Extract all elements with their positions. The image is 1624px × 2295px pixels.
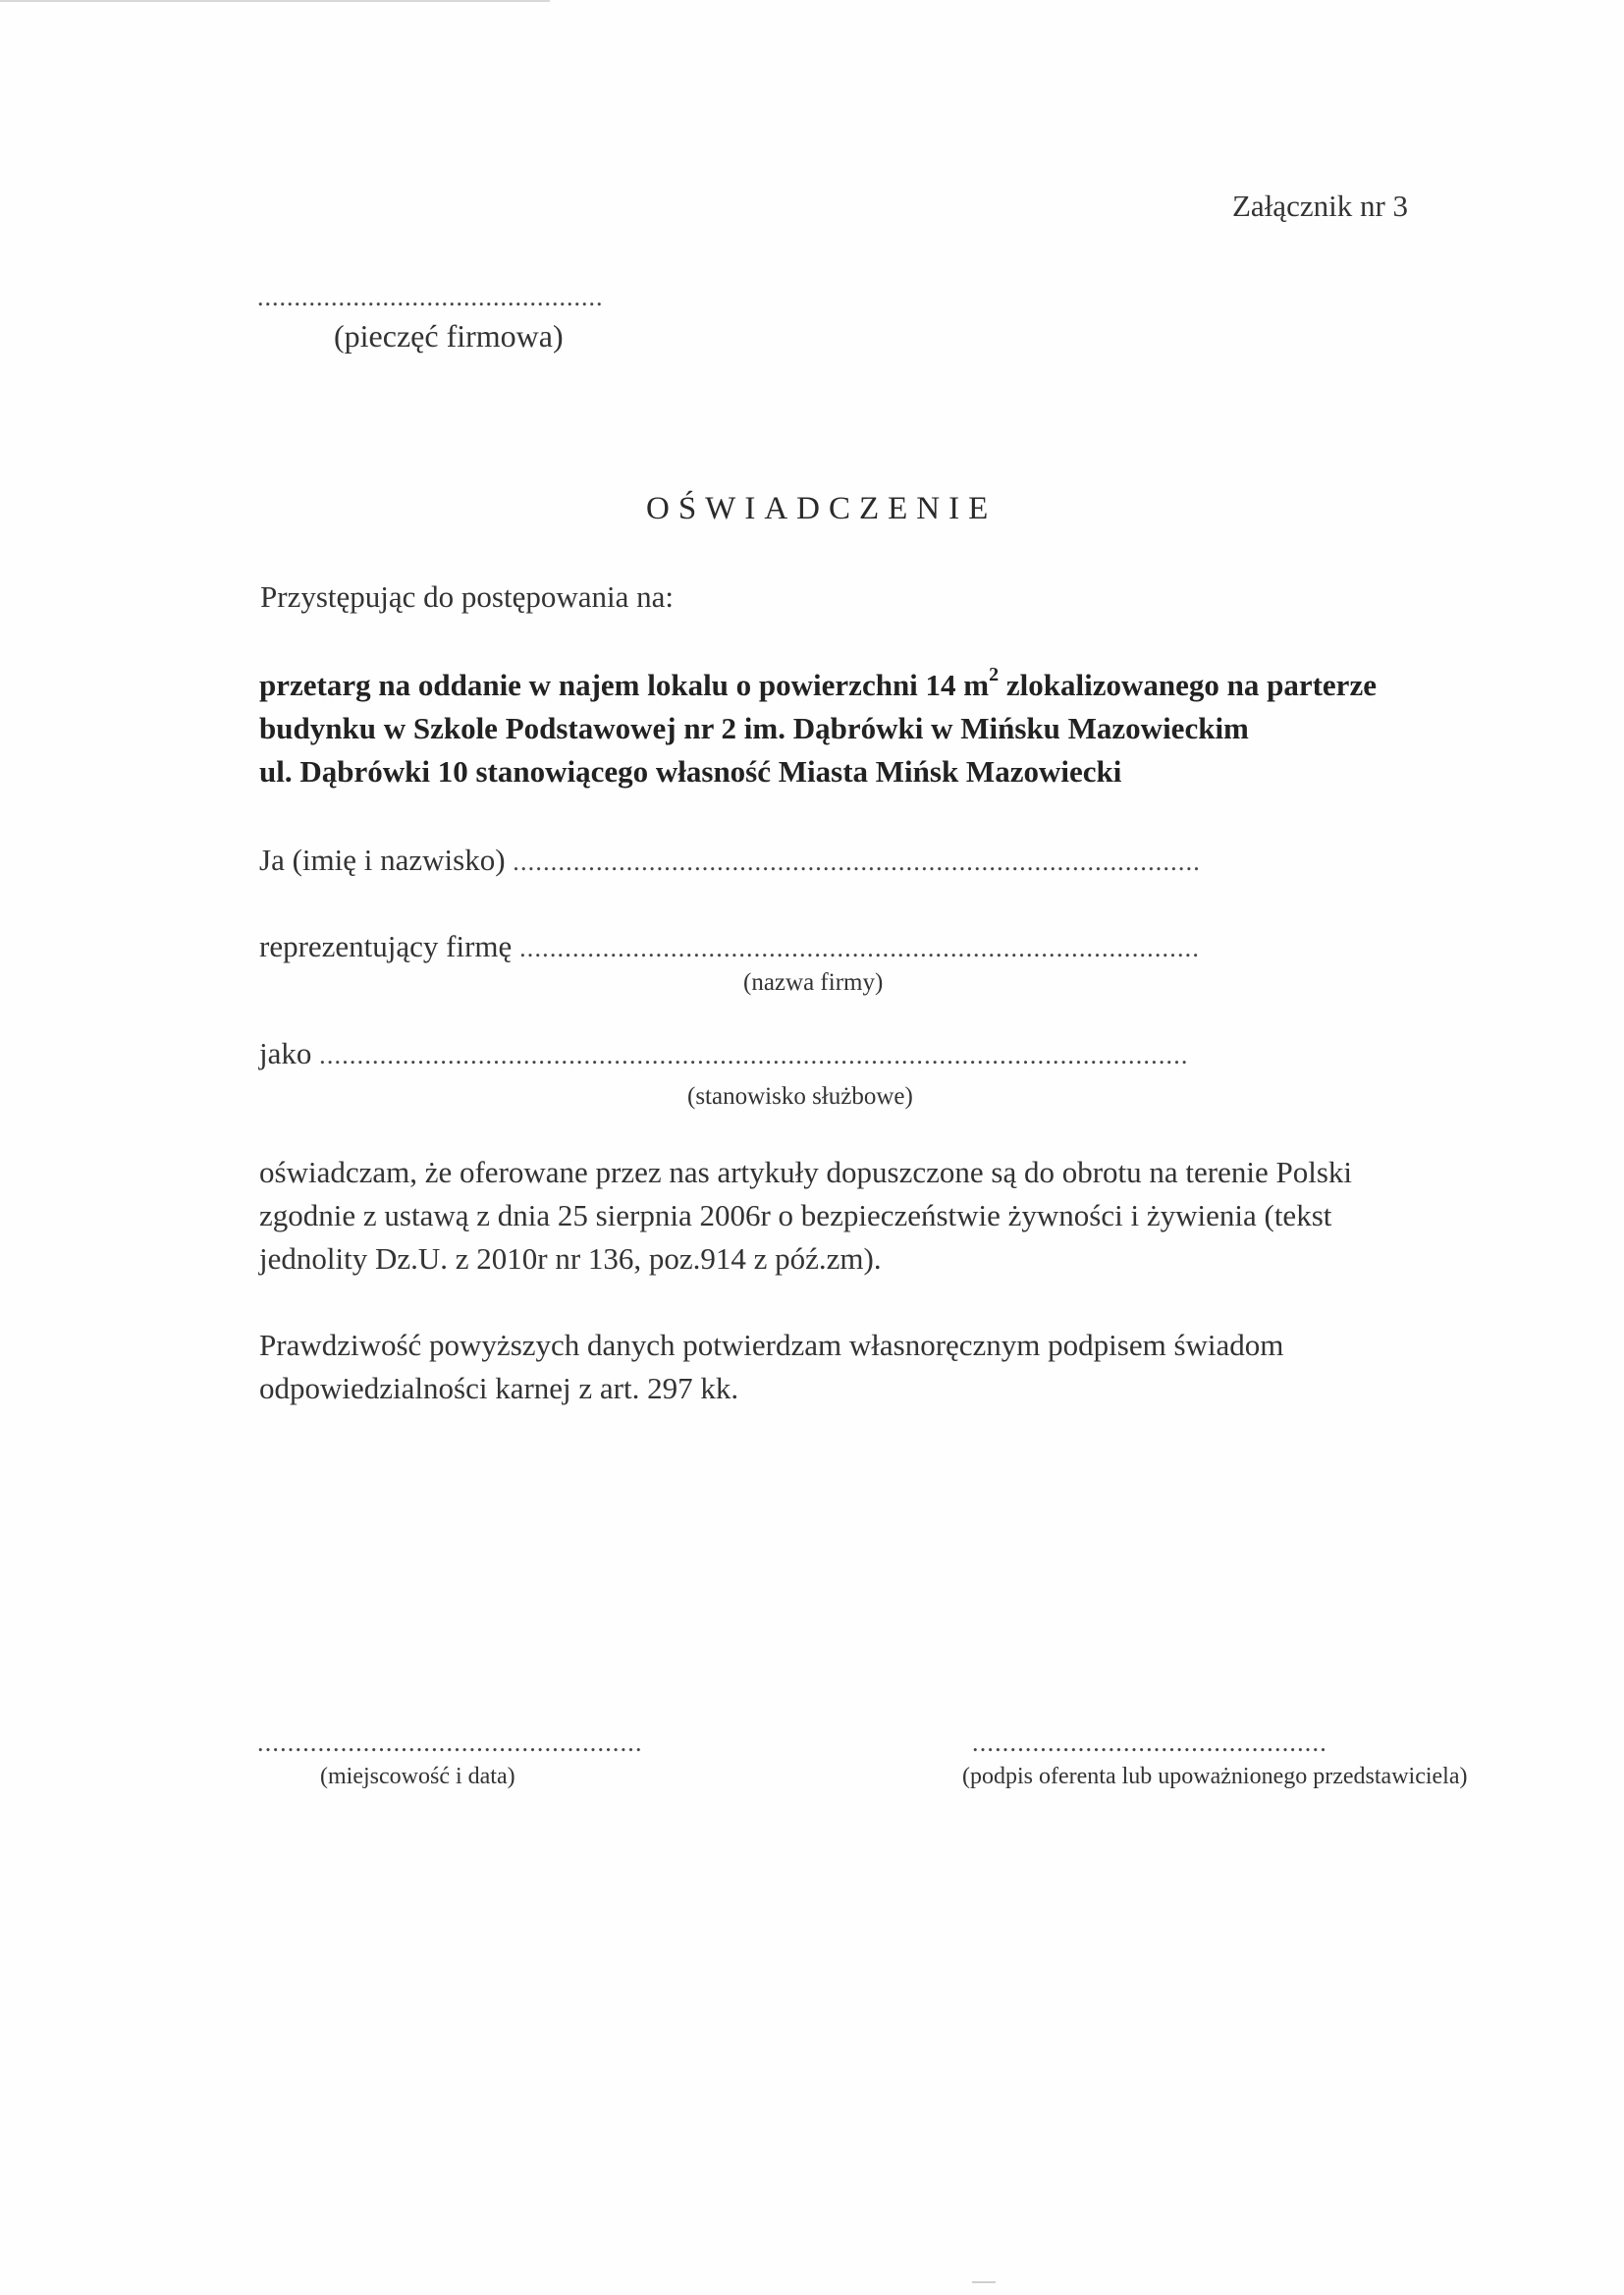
firm-field xyxy=(259,929,1200,964)
name-field-dots[interactable]: ........................................................................................... xyxy=(513,847,1201,876)
name-field-label: Ja (imię i nazwisko) xyxy=(259,843,514,877)
truthfulness-line-1: Prawdziwość powyższych danych potwierdzam własnoręcznym podpisem świadom xyxy=(259,1328,1284,1362)
signature-label: (podpis oferenta lub upoważnionego przedstawiciela) xyxy=(962,1764,1468,1789)
truthfulness-statement xyxy=(259,1324,1536,1410)
scan-artifact-mark xyxy=(972,2281,996,2283)
declaration-line-2: zgodnie z ustawą z dnia 25 sierpnia 2006r o bezpieczeństwie żywności i żywienia (tekst xyxy=(259,1198,1332,1232)
signature-field[interactable]: ............................................... xyxy=(972,1728,1327,1757)
place-date-field[interactable]: ................................................... xyxy=(257,1728,643,1757)
name-field xyxy=(259,843,1201,878)
position-field-dots[interactable]: ................................................................................................................... xyxy=(319,1041,1189,1069)
declaration-line-1: oświadczam, że oferowane przez nas artykuły dopuszczone są do obrotu na terenie Polski xyxy=(259,1155,1353,1189)
superscript-2: 2 xyxy=(989,663,1000,685)
tender-subject-line-2: budynku w Szkole Podstawowej nr 2 im. Dąbrówki w Mińsku Mazowieckim xyxy=(259,711,1249,745)
scan-edge-line xyxy=(0,0,550,2)
tender-subject-line-1-rest: zlokalizowanego na parterze xyxy=(999,668,1377,702)
firm-field-hint: (nazwa firmy) xyxy=(743,969,884,996)
firm-field-label: reprezentujący firmę xyxy=(259,929,520,963)
tender-subject-line-1-text: przetarg na oddanie w najem lokalu o powierzchni 14 m xyxy=(259,668,990,702)
tender-subject-line-1 xyxy=(259,664,1487,707)
tender-subject-line-3: ul. Dąbrówki 10 stanowiącego własność Miasta Mińsk Mazowiecki xyxy=(259,754,1122,789)
position-field-label: jako xyxy=(259,1036,320,1070)
attachment-number: Załącznik nr 3 xyxy=(1232,189,1409,223)
place-date-label: (miejscowość i data) xyxy=(320,1764,515,1789)
truthfulness-line-2: odpowiedzialności karnej z art. 297 kk. xyxy=(259,1371,739,1405)
declaration-line-3: jednolity Dz.U. z 2010r nr 136, poz.914 z póź.zm). xyxy=(259,1241,882,1276)
company-stamp-label: (pieczęć firmowa) xyxy=(334,318,564,354)
declaration-statement xyxy=(259,1151,1536,1281)
firm-field-dots[interactable]: .......................................................................................... xyxy=(519,934,1201,962)
company-stamp-placeholder: ............................................... xyxy=(257,283,604,311)
document-title: OŚWIADCZENIE xyxy=(646,491,998,526)
tender-subject xyxy=(259,664,1487,793)
intro-text: Przystępując do postępowania na: xyxy=(260,579,674,614)
position-field xyxy=(259,1036,1189,1071)
position-field-hint: (stanowisko służbowe) xyxy=(687,1083,913,1110)
